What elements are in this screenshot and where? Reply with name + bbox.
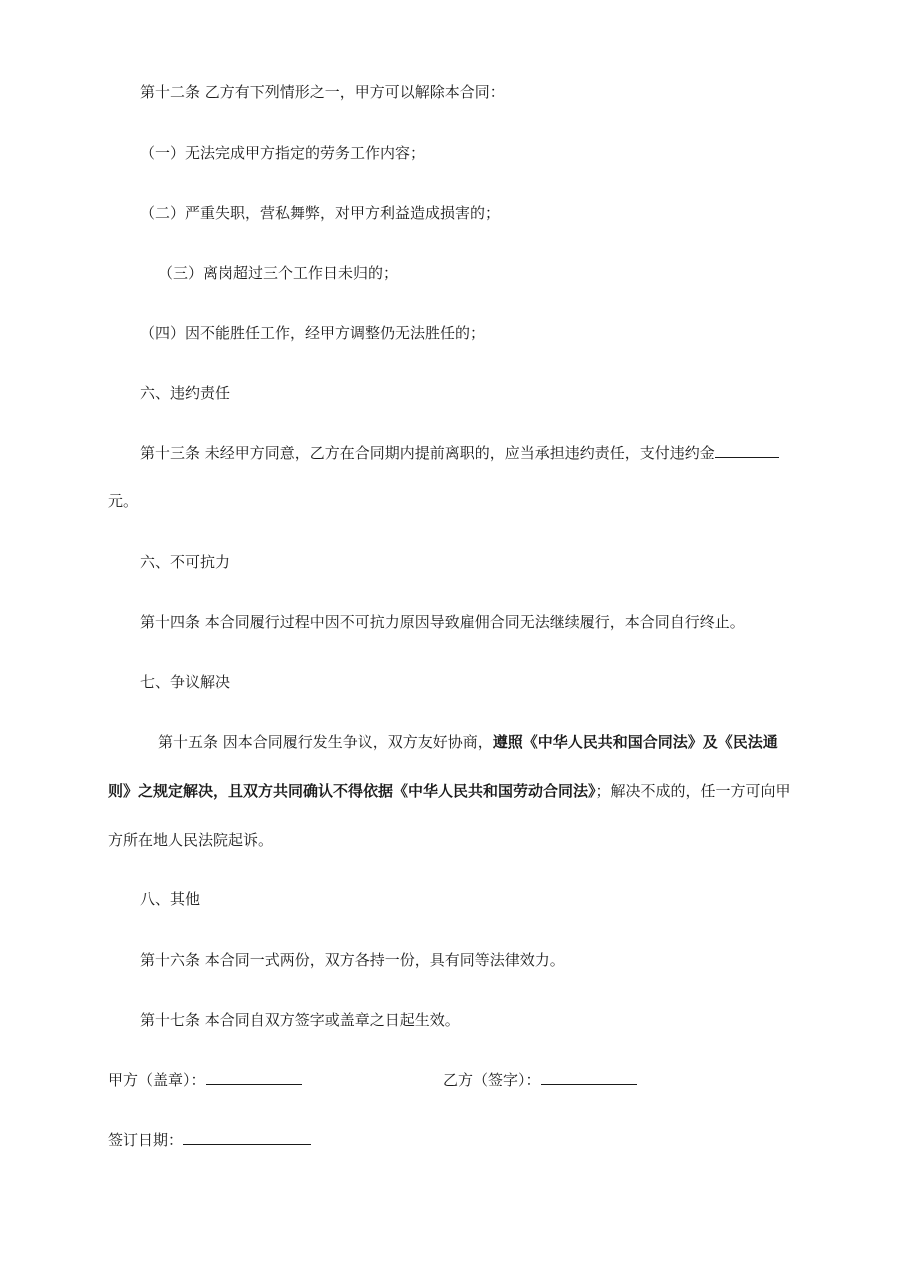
signing-date-label: 签订日期： — [108, 1131, 184, 1149]
clause-14: 第十四条 本合同履行过程中因不可抗力原因导致雇佣合同无法继续履行，本合同自行终止。 — [140, 613, 745, 631]
clause-15-bold2: 则》之规定解决，且双方共同确认不得依据《中华人民共和国劳动合同法》 — [108, 782, 596, 800]
clause-12-heading: 第十二条 乙方有下列情形之一，甲方可以解除本合同： — [140, 83, 505, 101]
clause-12-item-2: （二）严重失职，营私舞弊，对甲方利益造成损害的； — [140, 204, 501, 222]
clause-16: 第十六条 本合同一式两份，双方各持一份，具有同等法律效力。 — [140, 951, 565, 969]
clause-15-line-2 — [108, 781, 791, 801]
clause-15-line-3: 方所在地人民法院起诉。 — [108, 831, 274, 849]
clause-17: 第十七条 本合同自双方签字或盖章之日起生效。 — [140, 1011, 460, 1029]
clause-15-part1: 第十五条 因本合同履行发生争议，双方友好协商， — [158, 733, 493, 751]
clause-13-text: 第十三条 未经甲方同意，乙方在合同期内提前离职的，应当承担违约责任，支付违约金 — [140, 444, 715, 462]
signing-date-blank — [183, 1130, 311, 1145]
section-other-title: 八、其他 — [140, 890, 201, 908]
party-b-signature — [443, 1070, 637, 1090]
clause-15-part2: ；解决不成的，任一方可向甲 — [595, 782, 791, 800]
clause-12-item-3: （三）离岗超过三个工作日未归的； — [158, 264, 399, 282]
clause-13 — [140, 443, 779, 463]
clause-13-unit: 元。 — [108, 492, 139, 510]
party-b-signature-blank — [541, 1070, 637, 1085]
party-a-signature — [108, 1070, 302, 1090]
party-b-label: 乙方（签字）： — [443, 1071, 541, 1089]
clause-15-line-1 — [158, 732, 778, 752]
party-a-seal-blank — [206, 1070, 302, 1085]
signing-date — [108, 1130, 311, 1150]
section-force-majeure-title: 六、不可抗力 — [140, 553, 231, 571]
section-dispute-title: 七、争议解决 — [140, 673, 231, 691]
clause-12-item-4: （四）因不能胜任工作，经甲方调整仍无法胜任的； — [140, 324, 486, 342]
clause-12-item-1: （一）无法完成甲方指定的劳务工作内容； — [140, 144, 426, 162]
clause-15-bold1: 遵照《中华人民共和国合同法》及《民法通 — [492, 733, 778, 751]
section-breach-title: 六、违约责任 — [140, 384, 231, 402]
party-a-label: 甲方（盖章）： — [108, 1071, 206, 1089]
penalty-amount-blank — [715, 443, 779, 458]
